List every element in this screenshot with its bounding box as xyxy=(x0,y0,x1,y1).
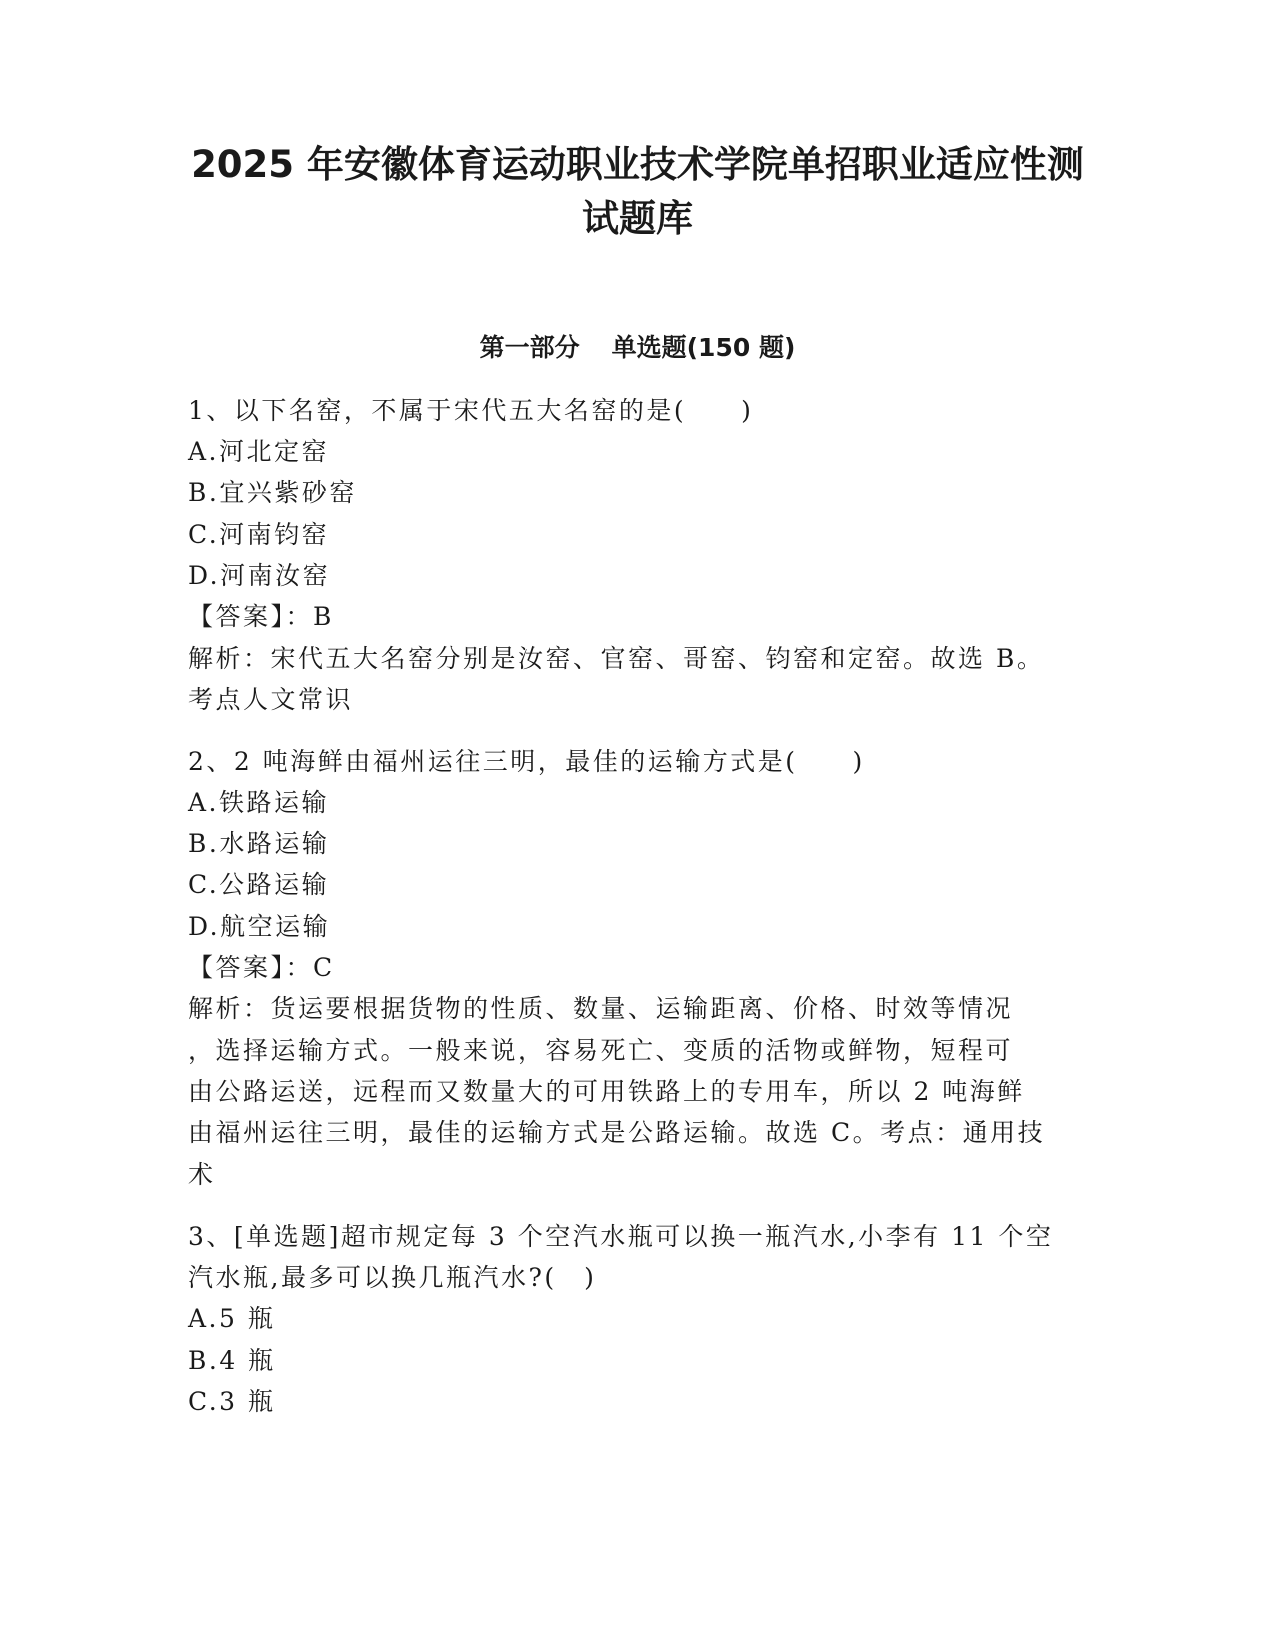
question-3-option-b: B.4 瓶 xyxy=(188,1346,276,1375)
section-heading-part: 第一部分 xyxy=(479,333,580,362)
question-1-option-a: A.河北定窑 xyxy=(188,437,330,466)
question-2-answer: 【答案】：C xyxy=(188,953,335,982)
question-2-explanation-line-5: 术 xyxy=(188,1160,216,1189)
section-heading-type: 单选题(150 题) xyxy=(611,333,796,362)
question-3-option-c: C.3 瓶 xyxy=(188,1387,276,1416)
question-2-stem: 2、2 吨海鲜由福州运往三明，最佳的运输方式是( ) xyxy=(188,747,865,776)
question-1-option-d: D.河南汝窑 xyxy=(188,561,331,590)
question-2-explanation-line-3: 由公路运送，远程而又数量大的可用铁路上的专用车，所以 2 吨海鲜 xyxy=(188,1077,1025,1106)
question-1-option-c: C.河南钧窑 xyxy=(188,520,330,549)
document-title-line-1: 2025 年安徽体育运动职业技术学院单招职业适应性测 xyxy=(191,143,1084,186)
question-3-stem-line-1: 3、[单选题]超市规定每 3 个空汽水瓶可以换一瓶汽水,小李有 11 个空 xyxy=(188,1222,1054,1251)
question-2-explanation-line-1: 解析：货运要根据货物的性质、数量、运输距离、价格、时效等情况 xyxy=(188,994,1014,1023)
section-heading xyxy=(140,331,1135,365)
question-1-explanation-line-2: 考点人文常识 xyxy=(188,685,354,714)
question-2-option-c: C.公路运输 xyxy=(188,870,330,899)
question-1-answer: 【答案】：B xyxy=(188,602,334,631)
question-2-option-d: D.航空运输 xyxy=(188,912,331,941)
question-1-option-b: B.宜兴紫砂窑 xyxy=(188,478,357,507)
question-3-stem-line-2: 汽水瓶,最多可以换几瓶汽水?( ) xyxy=(188,1263,597,1292)
question-2-explanation-line-4: 由福州运往三明，最佳的运输方式是公路运输。故选 C。考点：通用技 xyxy=(188,1118,1046,1147)
document-title-line-2: 试题库 xyxy=(582,197,693,240)
question-2-option-b: B.水路运输 xyxy=(188,829,330,858)
question-1-stem: 1、以下名窑，不属于宋代五大名窑的是( ) xyxy=(188,396,754,425)
question-1-explanation-line-1: 解析：宋代五大名窑分别是汝窑、官窑、哥窑、钧窑和定窑。故选 B。 xyxy=(188,644,1045,673)
question-2-option-a: A.铁路运输 xyxy=(188,788,330,817)
document-title xyxy=(140,138,1135,246)
question-2-explanation-line-2: ，选择运输方式。一般来说，容易死亡、变质的活物或鲜物，短程可 xyxy=(188,1036,1014,1065)
question-3-option-a: A.5 瓶 xyxy=(188,1304,276,1333)
